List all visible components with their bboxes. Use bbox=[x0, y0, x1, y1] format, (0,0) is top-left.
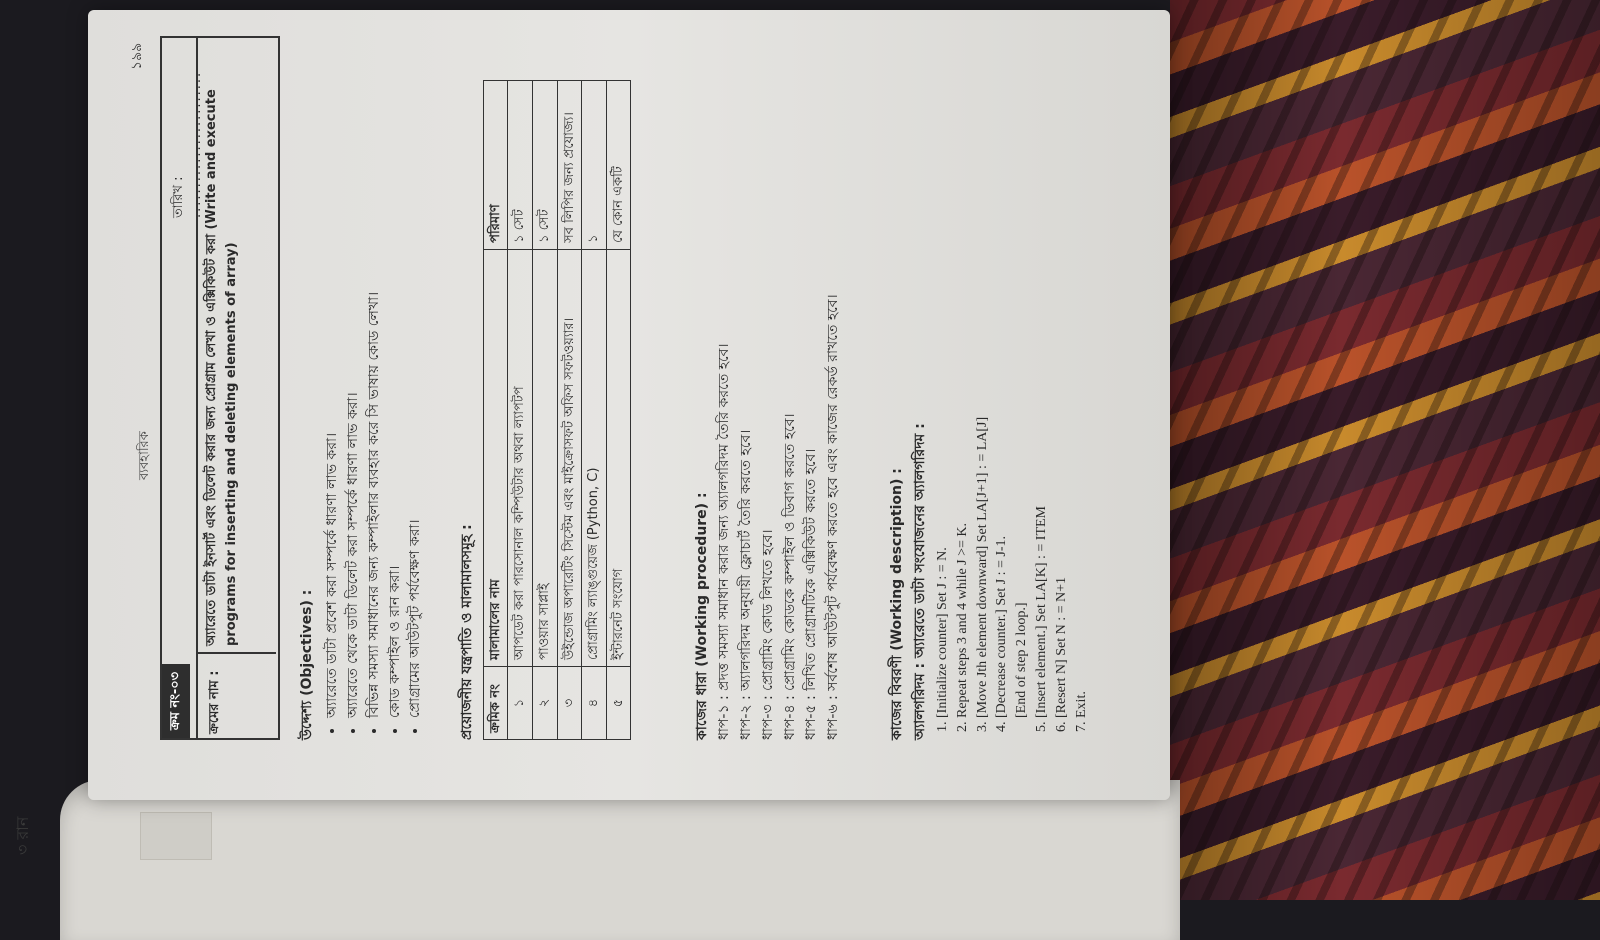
equipment-section bbox=[458, 40, 631, 740]
table-cell: ২ bbox=[532, 667, 557, 740]
column-header: পরিমাণ bbox=[483, 81, 508, 250]
page-number: ১৯৯ bbox=[129, 42, 145, 70]
procedure-step: ধাপ-২ : অ্যালগরিদম অনুযায়ী ফ্লোচার্ট তৈরি করতে হবে। bbox=[737, 429, 754, 740]
header-divider bbox=[196, 38, 198, 738]
table-row bbox=[582, 81, 607, 740]
page-content bbox=[98, 20, 1158, 780]
description-heading: কাজের বিবরণী (Working description) : bbox=[889, 468, 905, 740]
objectives-heading: উদ্দেশ্য (Objectives) : bbox=[299, 589, 315, 740]
experiment-name-label: ক্রমের নাম : bbox=[207, 670, 222, 734]
procedure-step: ধাপ-৫ : লিখিত প্রোগ্রামটিকে এক্সিকিউট করতে হবে। bbox=[803, 448, 820, 740]
objective-item: • বিভিন্ন সমস্যা সমাধানের জন্য কম্পাইলার ব্যবহার করে সি ভাষায় কোড লেখা। bbox=[365, 40, 384, 718]
algorithm-loop-end: [End of step 2 loop.] bbox=[1014, 602, 1030, 718]
procedure-step: ধাপ-৪ : প্রোগ্রামিং কোডকে কম্পাইল ও ডিবাগ করতে হবে। bbox=[781, 413, 798, 740]
experiment-header-box bbox=[160, 36, 280, 740]
facing-page bbox=[60, 780, 1180, 940]
objectives-section bbox=[298, 40, 427, 740]
algorithm-step: 5. [Insert element.] Set LA[K] : = ITEM bbox=[1033, 40, 1052, 718]
algorithm-step: 3. [Move Jth element downward] Set LA[J+1] : = LA[J] bbox=[974, 40, 993, 718]
cloth-shadow bbox=[1170, 0, 1600, 900]
column-header: মালামালের নাম bbox=[483, 249, 508, 666]
algorithm-step: 6. [Resert N] Set N : = N+1 bbox=[1053, 40, 1072, 718]
date-blank: ........................ bbox=[188, 70, 204, 218]
algorithm-step: 7. Exit. bbox=[1073, 40, 1092, 718]
objective-item: • প্রোগ্রামের আউটপুট পর্যবেক্ষণ করা। bbox=[406, 40, 425, 718]
objectives-list bbox=[323, 40, 425, 740]
procedure-section bbox=[693, 40, 846, 740]
table-cell: ১ সেট bbox=[508, 81, 533, 250]
table-cell: পাওয়ার সাপ্লাই bbox=[532, 249, 557, 666]
objective-item: • অ্যারেতে ডাটা প্রবেশ করা সম্পর্কে ধারণা লাভ করা। bbox=[323, 40, 342, 718]
table-cell: ৩ bbox=[557, 667, 582, 740]
table-row bbox=[508, 81, 533, 740]
algorithm-steps bbox=[934, 40, 1092, 740]
algorithm-step: 4. [Decrease counter.] Set J : = J-1. bbox=[993, 40, 1012, 718]
objective-item: • কোড কম্পাইল ও রান করা। bbox=[386, 40, 405, 718]
table-cell: প্রোগ্রামিং ল্যাঙ্গুয়েজ (Python, C) bbox=[582, 249, 607, 666]
facing-page-box bbox=[140, 812, 212, 860]
table-row bbox=[606, 81, 631, 740]
table-cell: সব লিপির জন্য প্রযোজ্য। bbox=[557, 81, 582, 250]
description-section bbox=[888, 40, 1093, 740]
procedure-heading: কাজের ধারা (Working procedure) : bbox=[694, 492, 710, 740]
book-page bbox=[88, 10, 1170, 800]
table-cell: উইন্ডোজ অপারেটিং সিস্টেম এবং মাইক্রোসফট অফিস সফটওয়্যার। bbox=[557, 249, 582, 666]
header-column-divider bbox=[196, 652, 276, 654]
table-cell: ১ bbox=[582, 81, 607, 250]
algorithm-step: 2. Repeat steps 3 and 4 while J >= K. bbox=[954, 40, 973, 718]
table-cell: ৪ bbox=[582, 667, 607, 740]
experiment-number-badge: ক্রম নং-০৩ bbox=[162, 664, 190, 738]
date-field bbox=[170, 38, 205, 218]
table-cell: ১ bbox=[508, 667, 533, 740]
running-header: ব্যবহারিক bbox=[137, 431, 152, 480]
algorithm-title: অ্যালগরিদম : অ্যারেতে ডাটা সংযোজনের অ্যালগরিদম : bbox=[911, 423, 928, 740]
column-header: ক্রমিক নং bbox=[483, 667, 508, 740]
table-row bbox=[532, 81, 557, 740]
table-cell: ইন্টারনেট সংযোগ bbox=[606, 249, 631, 666]
experiment-title: অ্যারেতে ডাটা ইনসার্ট এবং ডিলেট করার জন্য প্রোগ্রাম লেখা ও এক্সিকিউট করা (Write and execute programs for inserting and deleting elements of array) bbox=[204, 89, 240, 646]
date-label: তারিখ : bbox=[171, 176, 186, 218]
algorithm-step: 1. [Initialize counter] Set J : = N. bbox=[934, 40, 953, 718]
table-cell: যে কোন একটি bbox=[606, 81, 631, 250]
table-cell: ১ সেট bbox=[532, 81, 557, 250]
table-header-row bbox=[483, 81, 508, 740]
procedure-step: ধাপ-৩ : প্রোগ্রামিং কোড লিখতে হবে। bbox=[759, 529, 776, 740]
objective-item: • অ্যারেতে থেকে ডাটা ডিলেট করা সম্পর্কে ধারণা লাভ করা। bbox=[344, 40, 363, 718]
procedure-step: ধাপ-১ : প্রদত্ত সমস্যা সমাধান করার জন্য অ্যালগরিদম তৈরি করতে হবে। bbox=[715, 343, 732, 740]
procedure-step: ধাপ-৬ : সর্বশেষ আউটপুট পর্যবেক্ষণ করতে হবে এবং কাজের রেকর্ড রাখতে হবে। bbox=[825, 294, 842, 740]
table-cell: ৫ bbox=[606, 667, 631, 740]
equipment-heading: প্রয়োজনীয় যন্ত্রপাতি ও মালামালসমূহ : bbox=[459, 524, 475, 740]
table-cell: আপডেট করা পারসোনাল কম্পিউটার অথবা ল্যাপটপ bbox=[508, 249, 533, 666]
table-row bbox=[557, 81, 582, 740]
equipment-table bbox=[483, 80, 631, 740]
facing-page-text: ৩ রান bbox=[13, 816, 32, 855]
